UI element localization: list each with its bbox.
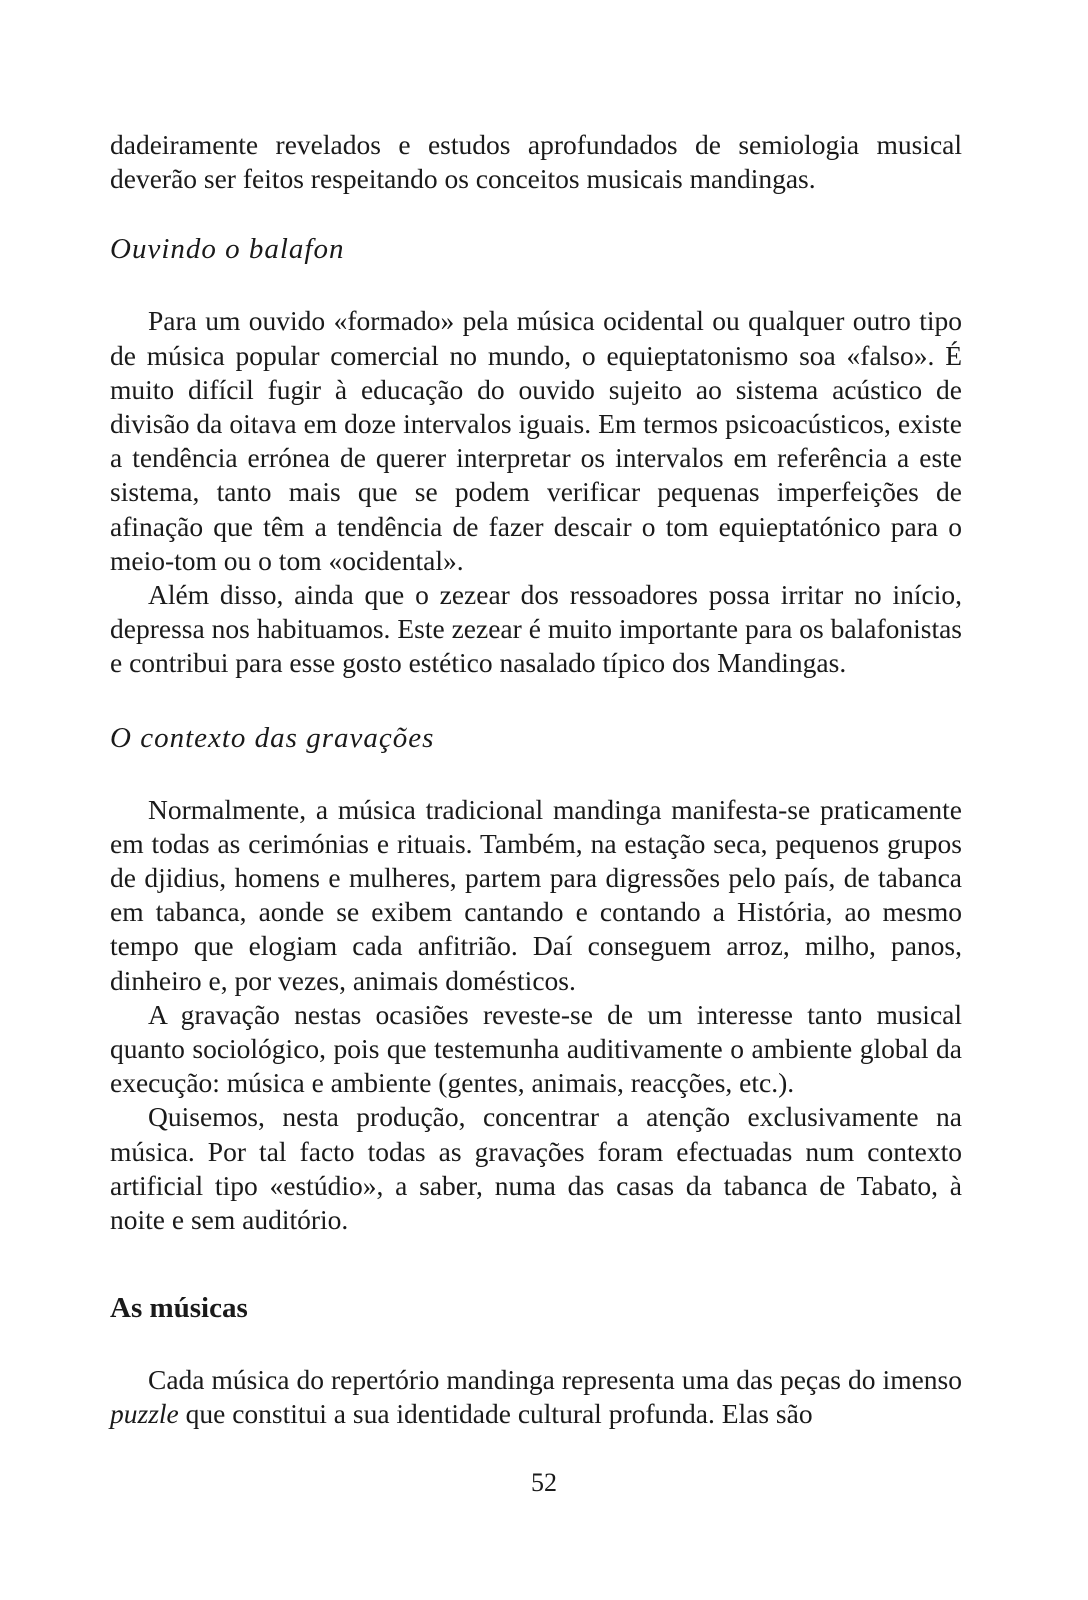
page-number: 52 — [531, 1468, 557, 1497]
section-heading-ouvindo-o-balafon: Ouvindo o balafon — [110, 233, 345, 266]
paragraph-repertorio — [110, 1363, 962, 1431]
paragraph-producao-estudio: Quisemos, nesta produção, concentrar a atenção exclusivamente na música. Por tal facto todas as gravações foram efectuadas num contexto artificial tipo «estúdio», a saber, numa das casas da tabanca de Tabato, à noite e sem auditório. — [110, 1101, 962, 1236]
paragraph-equieptatonismo: Para um ouvido «formado» pela música ocidental ou qualquer outro tipo de música popular comercial no mundo, o equieptatonismo soa «falso». É muito difícil fugir à educação do ouvido sujeito ao sistema acústico de divisão da oitava em doze intervalos iguais. Em termos psicoacústicos, existe a tendência errónea de querer interpretar os intervalos em referência a este sistema, tanto mais que se podem verificar pequenas imperfeições de afinação que têm a tendência de fazer descair o tom equieptatónico para o meio-tom ou o tom «ocidental». — [110, 305, 962, 576]
paragraph-repertorio-end: que constitui a sua identidade cultural profunda. Elas são — [178, 1398, 813, 1430]
paragraph-gravacao-ocasioes: A gravação nestas ocasiões reveste-se de um interesse tanto musical quanto sociológico, pois que testemunha auditivamente o ambiente global da execução: música e ambiente (gentes, animais, reacções, etc.). — [110, 998, 962, 1099]
paragraph-musica-tradicional: Normalmente, a música tradicional mandinga manifesta-se praticamente em todas as cerimónias e rituais. Também, na estação seca, pequenos grupos de djidius, homens e mulheres, partem para digressões pelo país, de tabanca em tabanca, aonde se exibem cantando e contando a História, ao mesmo tempo que elogiam cada anfitrião. Daí conseguem arroz, milho, panos, dinheiro e, por vezes, animais domésticos. — [110, 793, 962, 996]
section-heading-as-musicas: As músicas — [110, 1292, 248, 1325]
paragraph-zezear: Além disso, ainda que o zezear dos ressoadores possa irritar no início, depressa nos habituamos. Este zezear é muito importante para os balafonistas e contribui para esse gosto estético nasalado típico dos Mandingas. — [110, 579, 962, 679]
continuation-paragraph: dadeiramente revelados e estudos aprofundados de semiologia musical deverão ser feitos respeitando os conceitos musicais mandingas. — [110, 129, 962, 195]
paragraph-repertorio-italic: puzzle — [110, 1398, 179, 1430]
page-body — [110, 128, 962, 1432]
paragraph-repertorio-start: Cada música do repertório mandinga representa uma das peças do imenso — [148, 1364, 962, 1396]
section-heading-contexto-gravacoes: O contexto das gravações — [110, 721, 435, 754]
